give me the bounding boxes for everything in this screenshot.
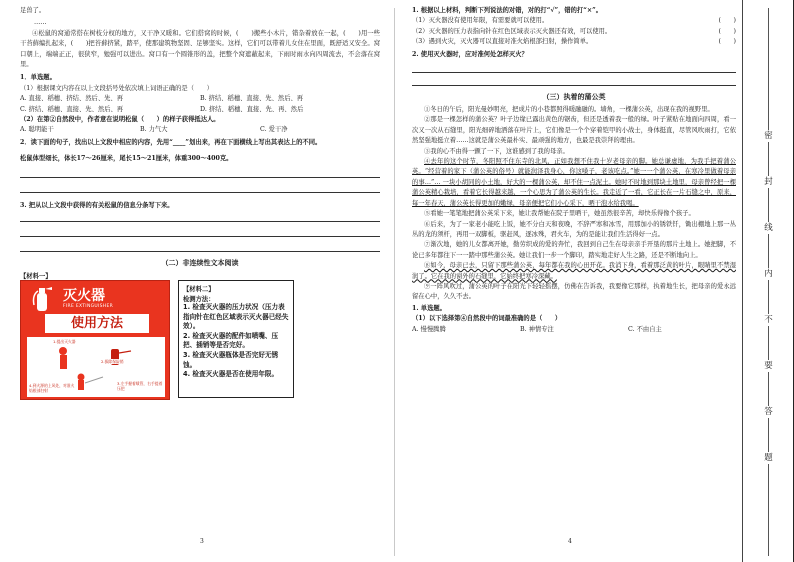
question-2: 2. 使用灭火器时，应对准何处怎样灭火？	[412, 50, 528, 58]
option-a[interactable]: A. 直接、稻穗、挤结、然后、先、再	[20, 95, 124, 103]
inspection-item: 4. 检查灭火器是否在使用年限。	[183, 370, 279, 379]
option-b[interactable]: B. 力气大	[140, 126, 168, 134]
judgement-1: （1）灭火器没有使用年限，有需要就可以使用。	[412, 17, 549, 25]
page-divider	[394, 8, 395, 556]
judgement-1-row	[412, 16, 736, 26]
top-line: 足兽了。	[20, 7, 46, 14]
question-1-1-options-row2	[20, 105, 380, 115]
inspection-title: 检测方法：	[183, 296, 215, 304]
inspection-item: 3. 检查灭火器瓶体是否完好无锈蚀。	[183, 351, 279, 369]
essay-paragraph-8: ⑧如今，母亲已去，只留下那些蒲公英，每年都在我的心田开花。我消下身，看着那泛黄的叶片，眼睛里不禁湿润了。它在我的窗外的石缝里，它始终把寒冷深藏。	[412, 262, 736, 280]
essay-paragraph-9: ⑨一阵风吹过，蒲公英的叶子在阳光下轻轻摇摆，仿佛在告诉我，我要像它那样，执着地生长，把母亲的爱永远留在心中，久久不去。	[412, 282, 736, 301]
option-d[interactable]: D. 挤结、稻穗、直接、先、再、然后	[200, 105, 304, 113]
question-1-1-options-row1	[20, 94, 380, 104]
poster-title-en: FIRE EXTINGUISHER	[63, 304, 114, 310]
left-page	[0, 0, 394, 562]
inspection-item: 1. 检查灭火器的压力状况（压力表指向针在红色区域表示灭火器已经失效）。	[183, 303, 289, 331]
material-2-label: 【材料二】	[183, 286, 215, 294]
inspection-box	[178, 280, 294, 398]
materials-row	[20, 271, 380, 400]
seal-char: 题	[761, 452, 776, 464]
answer-line[interactable]	[412, 72, 736, 73]
answer-line[interactable]	[20, 236, 380, 237]
answer-line[interactable]	[20, 177, 380, 178]
page-number-left: 3	[200, 538, 204, 545]
seal-char: 不	[761, 314, 776, 326]
question-2: 2．读下面的句子，找出以上文段中相应的内容，先用“____”划出来，再在下面横线上写出其表达上的不同。	[20, 138, 322, 146]
fire-extinguisher-icon	[29, 285, 55, 313]
judgement-2-row	[412, 27, 736, 37]
option-b[interactable]: B. 挤结、稻穗、直接、先、然后、再	[200, 95, 304, 103]
seal-line-strip	[742, 0, 794, 562]
poster-usage-heading: 使用方法	[45, 314, 149, 333]
option-a[interactable]: A. 聪明能干	[20, 126, 54, 134]
essay-paragraph-1: ①冬日的午后，阳光曼妙明亮，把成片的小巷都照得暖融融的。墙角，一棵蒲公英，出现在我的视野里。	[424, 106, 714, 114]
judgement-question: 1. 根据以上材料，判断下列说法的对错，对的打“√”，错的打“×”。	[412, 7, 603, 14]
essay-paragraph-4: ④去年的这个时节，冬阳照不住东寺的北风，正如我想不住我十岁老母亲的脚。她总谦虚地，为我手把着蒲公英。“经营着的家下（蒲公英的俗号）就能润泽我身心，你这嗓子，老该吃点。”她一一个蒲公英，在寒冷里做着母亲的事…”… 一块小胡同的小土地，好大的一棵蒲公英，却不住一点泥土。她时不时地到那块土地里，母亲曾经把一棵蒲公英精心栽培，看着它长得越来越，一个心思为了蒲公英的生长。我走近了一看，它正长在一片石缝之中，原来，每一年春天，蒲公英长得更加的嫩绿，母亲便把它们小心采下，晒干泡水给我喝。	[412, 158, 736, 207]
answer-line[interactable]	[412, 85, 736, 86]
essay-paragraph-7: ⑦渐次地，她的儿女都离开她，勤劳织成的爱的奔忙，我回到自己生在母亲亲手开垦的那片土地上。她把脚，不论已多年都往下一一踏中那些蒲公英。她让我们一步一个脚印，踏实地走好人生之路，还是不断地向上。	[412, 241, 736, 259]
question-1-2-options	[20, 125, 380, 135]
single-choice-title: 1. 单选题。	[412, 304, 446, 312]
essay-paragraph-3: ③我的心不由得一颤了一下，这谁感到了我的母亲。	[424, 147, 569, 155]
material-2	[178, 271, 294, 400]
inspection-item: 2. 检查灭火器的配件如喷嘴、压把、插销等是否完好。	[183, 331, 279, 350]
step-2-caption: 2.拔除保险销	[101, 359, 161, 364]
option-c[interactable]: C. 不由自主	[628, 325, 662, 333]
poster-title: 灭火器	[63, 288, 105, 305]
seal-char: 线	[761, 222, 776, 234]
answer-paren[interactable]: ( )	[718, 38, 736, 46]
judgement-3: （3）遇到火灾，灭火器可以直接对准火焰根部扫射，操作简单。	[412, 38, 593, 46]
question-3: 3. 把从以上文段中获得的有关松鼠的信息分条写下来。	[20, 201, 174, 209]
right-page	[398, 0, 742, 562]
ellipsis: ……	[34, 19, 47, 27]
seal-char: 密	[761, 130, 776, 142]
seal-char: 封	[761, 176, 776, 188]
essay-paragraph-5: ⑤看她一笔笔地把蒲公英采下来，她让我帮她在院子里晒干，她虽然很辛苦，却快乐得像个孩子。	[424, 210, 695, 218]
page-number-right: 4	[568, 538, 572, 545]
usage-steps-panel	[27, 337, 165, 397]
single-choice-1-options	[412, 325, 736, 335]
material-1-label: 【材料一】	[20, 273, 52, 281]
answer-paren[interactable]: ( )	[718, 17, 736, 25]
option-b[interactable]: B. 神情专注	[520, 325, 554, 333]
single-choice-1: （1）以下选择第④自然段中的词最准确的是（ ）	[412, 315, 562, 323]
material-1	[20, 271, 170, 400]
essay-paragraph-2: ②那是一棵怎样的蒲公英？叶子边缘已露出黄色的锯齿，但还是透着我一般的绿。叶子紧贴在地面向四周，看一次又一次从石缝里，阳光细碎地洒落在叶片上，它们像是一个个穿着铠甲的小战士，身体挺直，尽管风吹雨打，它依然坚强地挺立着……这就是蒲公英最朴实、最顽强的地方，也最是我崇拜的理由。	[412, 116, 736, 145]
essay-paragraph-6: ⑥后来，为了一家老小能吃上饭，她不分白天和夜晚，不辞严寒和冰雪，用那加小的锈铁钎，锄出棚地上那一丛丛的龙的须杆，再用一双脚板，驱赶风，逐冰殊，君火车，为的是能让我们生活得好一点。	[412, 220, 736, 238]
answer-line[interactable]	[20, 192, 380, 193]
step-1-caption: 1.提出灭火器	[53, 339, 76, 345]
seal-char: 答	[761, 406, 776, 418]
question-2-quote: 松鼠体型细长，体长17～26厘米，尾长15～21厘米，体重300～400克。	[20, 155, 233, 163]
section-3-title: （三）执着的蒲公英	[542, 92, 606, 102]
paragraph-4: ④松鼠的窝通常搭在树枝分杈的地方，又干净又暖和。它们搭窝的时候，( )搬些小木片，错杂着放在一起，( )用一些干苔藓编扎起来，( )把苔藓挤紧，踏平，使那建筑物坚固、足够坚实。这样，它们可以带着儿女住在里面，既舒适又安全。窝口朝上，端端正正，很狭窄，勉强可以进出。窝口有一个圆锥形的盖，把整个窝遮蔽起来，下雨时雨水向四周流去，不会落在窝里。	[20, 29, 380, 69]
answer-line[interactable]	[20, 221, 380, 222]
option-c[interactable]: C. 爱干净	[260, 126, 288, 134]
answer-line[interactable]	[20, 251, 380, 252]
judgement-2: （2）灭火器的压力表指向针在红色区域表示灭火器还有效，可以使用。	[412, 27, 612, 35]
section-2-title: （二）非连续性文本阅读	[161, 258, 239, 268]
seal-char: 要	[761, 360, 776, 372]
step-4-caption: 4.到火源的上风处，对准火焰根部扫射	[29, 383, 77, 393]
seal-char: 内	[761, 268, 776, 280]
judgement-3-row	[412, 37, 736, 47]
seal-line	[768, 8, 769, 556]
fire-extinguisher-poster	[20, 280, 170, 400]
answer-paren[interactable]: ( )	[718, 27, 736, 35]
option-c[interactable]: C. 挤结、稻穗、直接、先、然后、再	[20, 105, 124, 113]
question-1-title: 1．单选题。	[20, 74, 56, 82]
question-1-1: （1）根据课文内容在以上文段括号处依次填上词语正确的是（ ）	[20, 84, 213, 92]
option-a[interactable]: A. 慢慢腾腾	[412, 325, 446, 333]
step-5-caption: 3.左手握着喷管，右手提着压把	[117, 381, 163, 392]
question-1-2: （2）在第②自然段中，作者意在说明松鼠（ ）的样子获得抵达人。	[20, 116, 220, 124]
